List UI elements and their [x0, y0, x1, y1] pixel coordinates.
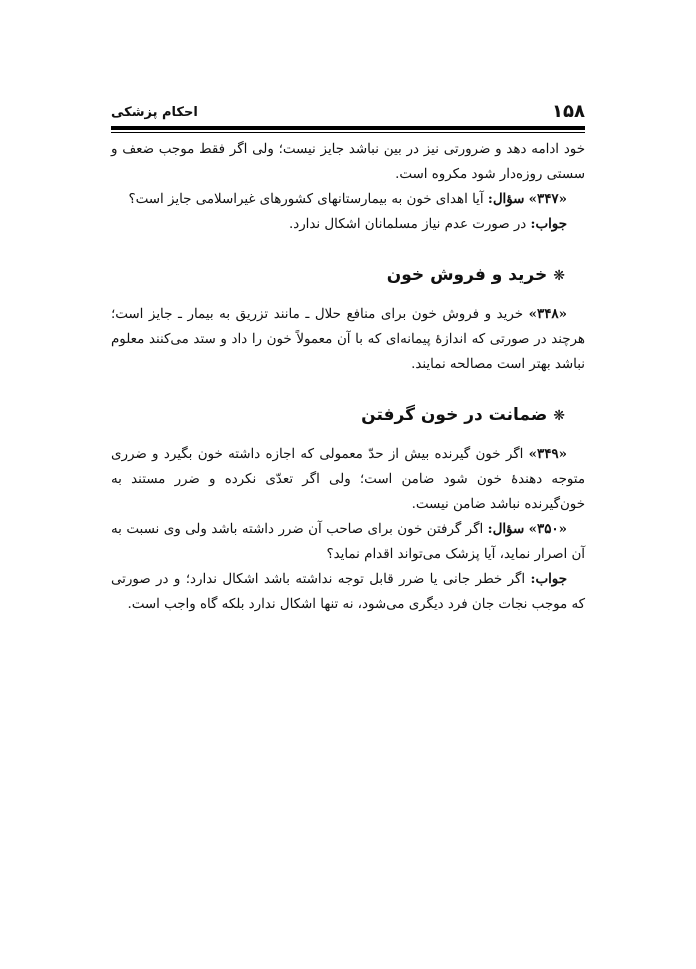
answer-text: اگر خطر جانی یا ضرر قابل توجه نداشته باشد اشکال ندارد؛ و در صورتی که موجب نجات جان فرد دیگری می‌شود، نه تنها اشکال ندارد بلکه گاه واجب است.	[111, 572, 585, 612]
ruling-number: «۳۴۹»	[528, 446, 567, 462]
page-number: ۱۵۸	[552, 101, 585, 122]
header-rule-thin	[111, 132, 585, 133]
question-number: «۳۵۰»	[528, 521, 567, 537]
ruling-text: خرید و فروش خون برای منافع حلال ـ مانند تزریق به بیمار ـ جایز است؛ هرچند در صورتی که اندازهٔ پیمانه‌ای که با آن معمولاً خون را داد و ستد می‌کنند معلوم نباشد بهتر است مصالحه نمایند.	[111, 307, 585, 372]
ruling-349	[111, 442, 585, 517]
paragraph-text: خود ادامه دهد و ضرورتی نیز در بین نباشد جایز نیست؛ ولی اگر فقط موجب ضعف و سستی روزه‌دار شود مکروه است.	[111, 142, 585, 182]
question-label: سؤال:	[487, 521, 525, 537]
header-rule-thick	[111, 126, 585, 130]
body-text	[111, 137, 585, 617]
answer-347	[111, 212, 585, 237]
answer-text: در صورت عدم نیاز مسلمانان اشکال ندارد.	[288, 217, 527, 232]
question-number: «۳۴۷»	[528, 191, 567, 207]
question-text: اگر گرفتن خون برای صاحب آن ضرر داشته باشد ولی وی نسبت به آن اصرار نماید، آیا پزشک می‌تواند اقدام نماید؟	[111, 522, 585, 562]
question-label: سؤال:	[487, 191, 525, 207]
section-heading-buy-sell-blood	[111, 263, 565, 288]
book-title: احکام پزشکی	[111, 105, 198, 120]
section-heading-liability	[111, 403, 565, 428]
ruling-text: اگر خون گیرنده بیش از حدّ معمولی که اجازه داشته خون بگیرد و ضرری متوجه دهندهٔ خون شود ضامن است؛ ولی اگر تعدّی نکرده و ضرر مستند به خون‌گیرنده نباشد ضامن نیست.	[111, 447, 585, 512]
ruling-number: «۳۴۸»	[528, 306, 567, 322]
asterism-icon: ❋	[553, 268, 565, 284]
answer-label: جواب:	[530, 571, 567, 587]
question-text: آیا اهدای خون به بیمارستانهای کشورهای غیراسلامی جایز است؟	[128, 192, 484, 207]
running-header	[111, 96, 585, 122]
answer-350	[111, 567, 585, 617]
section-title: ضمانت در خون گرفتن	[361, 405, 548, 425]
ruling-348	[111, 302, 585, 377]
section-title: خرید و فروش خون	[386, 265, 548, 285]
answer-label: جواب:	[530, 216, 567, 232]
question-347	[111, 187, 585, 212]
asterism-icon: ❋	[553, 408, 565, 424]
question-350	[111, 517, 585, 567]
paragraph-continued	[111, 137, 585, 187]
